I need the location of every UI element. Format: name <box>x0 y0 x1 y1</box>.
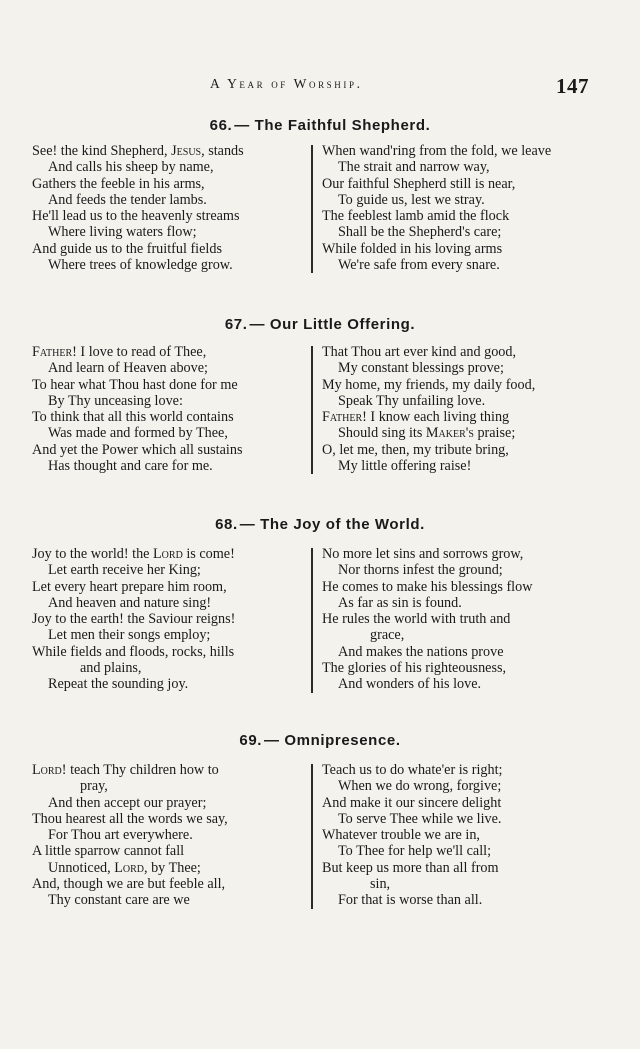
verse-line: For Thou art everywhere. <box>48 827 193 844</box>
hymn-title <box>0 117 640 134</box>
verse-line: As far as sin is found. <box>338 594 462 611</box>
verse-line: To guide us, lest we stray. <box>338 191 485 208</box>
verse-line: Where living waters flow; <box>48 224 197 241</box>
verse-line: Repeat the sounding joy. <box>48 676 189 693</box>
verse-column-right <box>322 762 594 909</box>
verse-line: And then accept our prayer; <box>48 794 207 811</box>
verse-line: And guide us to the fruitful fields <box>32 240 222 257</box>
verse-column-left <box>32 762 304 909</box>
verse-line: Nor thorns infest the ground; <box>338 562 503 579</box>
verse-line: Speak Thy unfailing love. <box>338 392 486 409</box>
verse-line: Thou hearest all the words we say, <box>32 810 228 827</box>
hymn-number: 66. <box>209 117 233 134</box>
verse-line: Father! I know each living thing <box>322 409 510 426</box>
verse-line: Unnoticed, Lord, by Thee; <box>48 859 201 876</box>
verse-line: Whatever trouble we are in, <box>322 827 480 844</box>
verse-line: Let earth receive her King; <box>48 562 201 579</box>
hymn-number: 68. <box>215 516 238 533</box>
verse-line: My home, my friends, my daily food, <box>322 376 536 393</box>
hymn-number: 67. <box>224 316 248 333</box>
verse-line: For that is worse than all. <box>338 892 483 909</box>
verse-line: Was made and formed by Thee, <box>48 425 228 442</box>
verse-line: A little sparrow cannot fall <box>32 843 185 860</box>
verse-line: pray, <box>80 778 108 795</box>
verse-line: And feeds the tender lambs. <box>48 191 207 208</box>
verse-line: The glories of his righteousness, <box>322 660 507 677</box>
verse-line: To hear what Thou hast done for me <box>32 376 238 393</box>
page-number: 147 <box>556 74 589 98</box>
verse-line: That Thou art ever kind and good, <box>322 344 517 360</box>
running-header <box>0 74 640 98</box>
column-divider <box>311 346 313 474</box>
verse-line: He rules the world with truth and <box>322 611 511 628</box>
hymn-number: 69. <box>239 732 263 749</box>
verse-line: He comes to make his blessings flow <box>322 578 533 595</box>
verse-line: By Thy unceasing love: <box>48 392 183 409</box>
verse-line: Thy constant care are we <box>48 892 190 909</box>
verse-line: And makes the nations prove <box>338 643 504 660</box>
verse-line: The strait and narrow way, <box>338 159 490 176</box>
verse-column-left <box>32 344 304 474</box>
verse-line: While folded in his loving arms <box>322 240 503 257</box>
verse-line: And, though we are but feeble all, <box>32 876 226 893</box>
hymn-title <box>0 316 640 333</box>
verse-line: We're safe from every snare. <box>338 257 500 274</box>
hymn-title-text: — The Joy of the World. <box>239 516 425 533</box>
column-divider <box>311 764 313 909</box>
hymn-title-text: — The Faithful Shepherd. <box>234 117 431 134</box>
verse-line: Should sing its Maker's praise; <box>338 425 516 442</box>
verse-line: And make it our sincere delight <box>322 794 502 811</box>
verse-line: He'll lead us to the heavenly streams <box>32 208 240 225</box>
verse-line: To Thee for help we'll call; <box>338 843 492 860</box>
verse-line: And heaven and nature sing! <box>48 594 212 611</box>
verse-line: Lord! teach Thy children how to <box>32 762 219 778</box>
verse-line: To serve Thee while we live. <box>338 810 502 827</box>
verse-line: My constant blessings prove; <box>338 360 504 377</box>
verse-line: Gathers the feeble in his arms, <box>32 175 205 192</box>
verse-line: And learn of Heaven above; <box>48 360 208 377</box>
verse-column-right <box>322 143 594 273</box>
hymn-title <box>0 732 640 749</box>
verse-line: Shall be the Shepherd's care; <box>338 224 502 241</box>
verse-column-right <box>322 546 594 693</box>
verse-line: When we do wrong, forgive; <box>338 778 502 795</box>
verse-line: My little offering raise! <box>338 458 472 475</box>
verse-line: Teach us to do whate'er is right; <box>322 762 503 778</box>
verse-line: No more let sins and sorrows grow, <box>322 546 524 562</box>
verse-line: While fields and floods, rocks, hills <box>32 643 235 660</box>
verse-line: Let men their songs employ; <box>48 627 211 644</box>
verse-line: O, let me, then, my tribute bring, <box>322 441 509 458</box>
verse-column-left <box>32 546 304 693</box>
running-title: A Year of Worship. <box>210 76 363 91</box>
verse-line: Where trees of knowledge grow. <box>48 257 233 274</box>
verse-column-left <box>32 143 304 273</box>
column-divider <box>311 548 313 693</box>
hymn-title-text: — Omnipresence. <box>264 732 401 749</box>
verse-line: Has thought and care for me. <box>48 458 213 475</box>
verse-line: grace, <box>370 627 405 644</box>
verse-line: and plains, <box>80 660 142 677</box>
hymn-title-text: — Our Little Offering. <box>249 316 416 333</box>
verse-line: And wonders of his love. <box>338 676 482 693</box>
verse-line: Joy to the earth! the Saviour reigns! <box>32 611 236 628</box>
verse-line: sin, <box>370 876 391 893</box>
verse-column-right <box>322 344 594 474</box>
verse-line: When wand'ring from the fold, we leave <box>322 143 552 159</box>
hymn-title <box>0 516 640 533</box>
verse-line: The feeblest lamb amid the flock <box>322 208 510 225</box>
verse-line: But keep us more than all from <box>322 859 499 876</box>
verse-line: Our faithful Shepherd still is near, <box>322 175 516 192</box>
verse-line: And calls his sheep by name, <box>48 159 214 176</box>
verse-line: To think that all this world contains <box>32 409 234 426</box>
verse-line: Let every heart prepare him room, <box>32 578 227 595</box>
verse-line: And yet the Power which all sustains <box>32 441 243 458</box>
verse-line: See! the kind Shepherd, Jesus, stands <box>32 143 244 159</box>
verse-line: Father! I love to read of Thee, <box>32 344 207 360</box>
column-divider <box>311 145 313 273</box>
verse-line: Joy to the world! the Lord is come! <box>32 546 235 562</box>
